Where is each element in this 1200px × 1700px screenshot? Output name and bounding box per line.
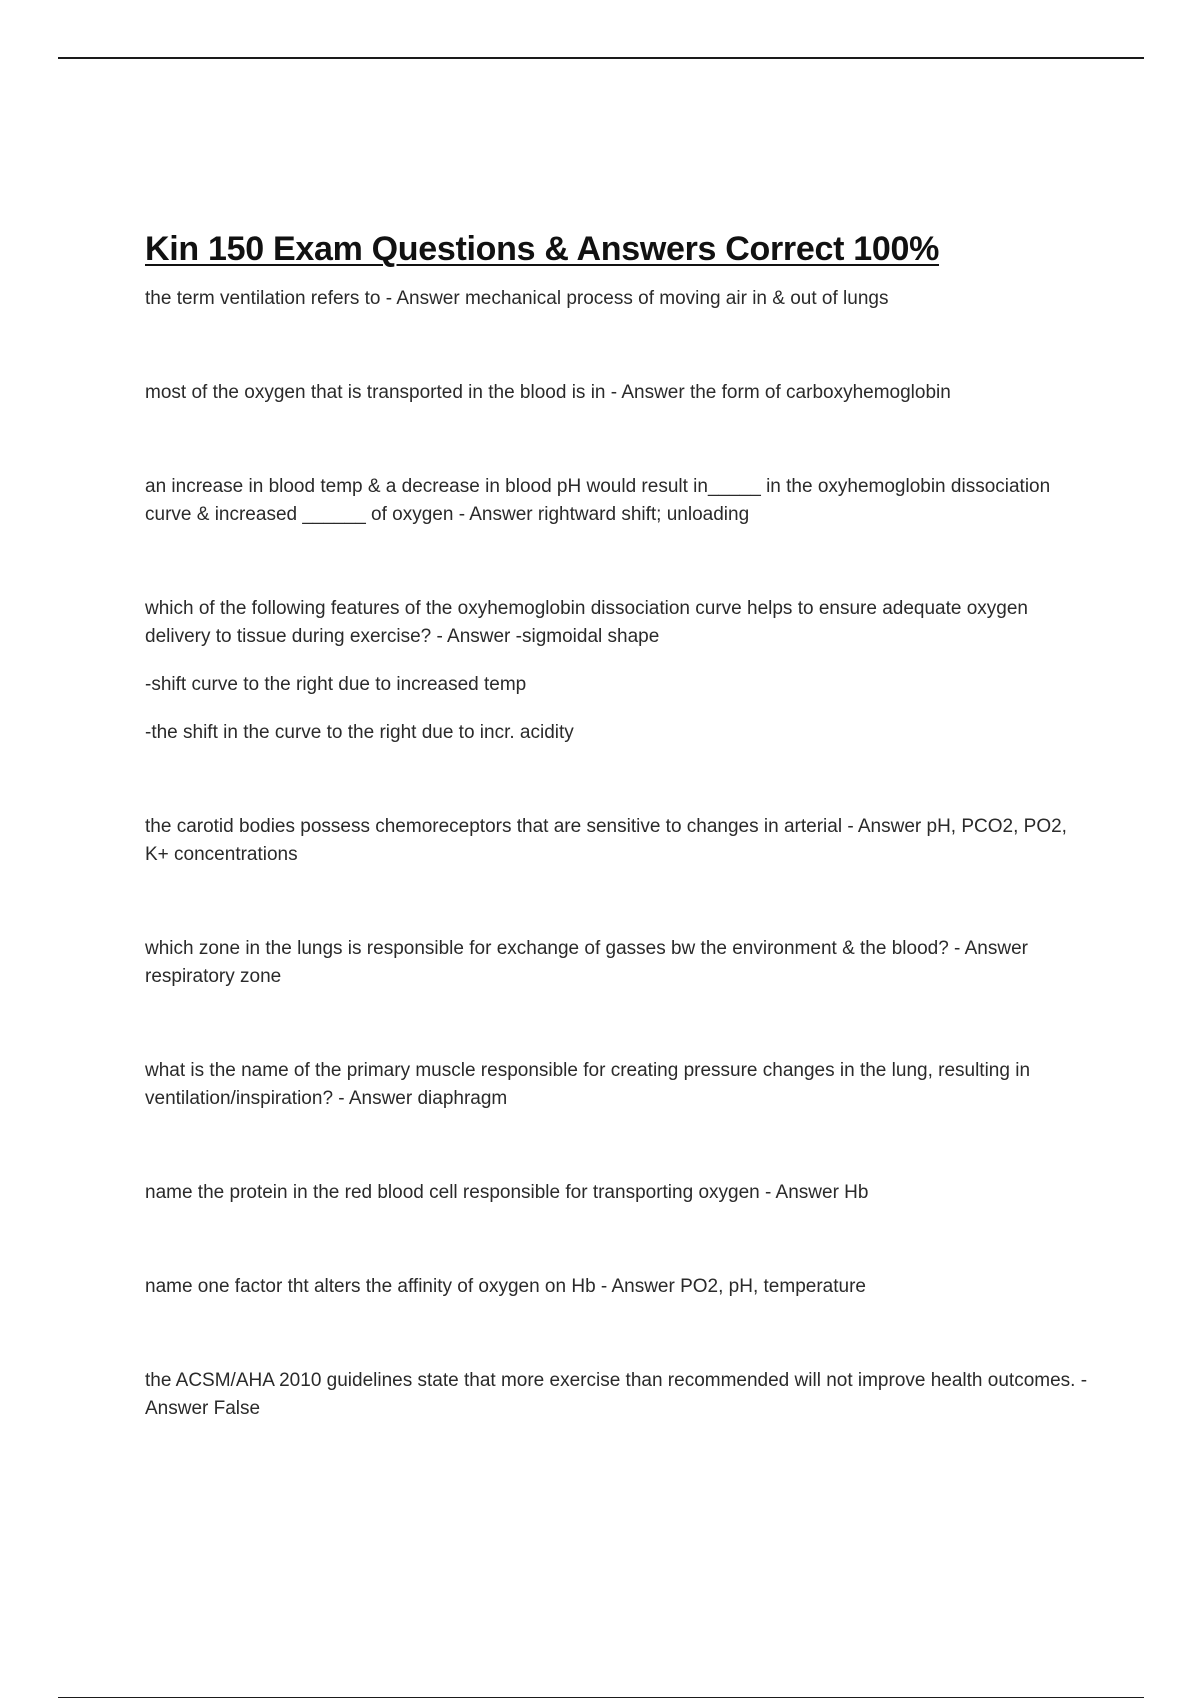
document-body bbox=[145, 226, 1095, 1423]
qa-item-9 bbox=[145, 1273, 1095, 1301]
qa-text: an increase in blood temp & a decrease in blood pH would result in_____ in the oxyhemoglobin dissociation curve & increased ______ of oxygen - Answer rightward shift; unloading bbox=[145, 476, 1051, 525]
qa-text: -shift curve to the right due to increased temp bbox=[145, 674, 527, 695]
qa-item-7 bbox=[145, 1057, 1095, 1113]
qa-item-5 bbox=[145, 813, 1095, 869]
qa-item-1 bbox=[145, 285, 1095, 313]
qa-text: which of the following features of the oxyhemoglobin dissociation curve helps to ensure adequate oxygen delivery to tissue during exercise? - Answer -sigmoidal shape bbox=[145, 598, 1028, 647]
qa-text: -the shift in the curve to the right due to incr. acidity bbox=[145, 722, 574, 743]
qa-item-6 bbox=[145, 935, 1095, 991]
qa-text: which zone in the lungs is responsible for exchange of gasses bw the environment & the blood? - Answer respiratory zone bbox=[145, 938, 1028, 987]
page-top-rule bbox=[58, 57, 1144, 59]
qa-item-4 bbox=[145, 595, 1095, 747]
qa-text: the term ventilation refers to - Answer mechanical process of moving air in & out of lungs bbox=[145, 288, 889, 309]
qa-text: most of the oxygen that is transported in the blood is in - Answer the form of carboxyhemoglobin bbox=[145, 382, 951, 403]
qa-text: the carotid bodies possess chemoreceptors that are sensitive to changes in arterial - Answer pH, PCO2, PO2, K+ concentrations bbox=[145, 816, 1067, 865]
qa-text: name the protein in the red blood cell responsible for transporting oxygen - Answer Hb bbox=[145, 1182, 869, 1203]
qa-text: what is the name of the primary muscle responsible for creating pressure changes in the lung, resulting in ventilation/inspiration? - Answer diaphragm bbox=[145, 1060, 1031, 1109]
qa-item-8 bbox=[145, 1179, 1095, 1207]
page-bottom-rule bbox=[58, 1697, 1144, 1698]
qa-text: name one factor tht alters the affinity of oxygen on Hb - Answer PO2, pH, temperature bbox=[145, 1276, 866, 1297]
qa-text: the ACSM/AHA 2010 guidelines state that more exercise than recommended will not improve health outcomes. - Answer False bbox=[145, 1370, 1088, 1419]
qa-item-3 bbox=[145, 473, 1095, 529]
document-title: Kin 150 Exam Questions & Answers Correct 100% bbox=[145, 230, 940, 268]
qa-item-10 bbox=[145, 1367, 1095, 1423]
qa-item-2 bbox=[145, 379, 1095, 407]
